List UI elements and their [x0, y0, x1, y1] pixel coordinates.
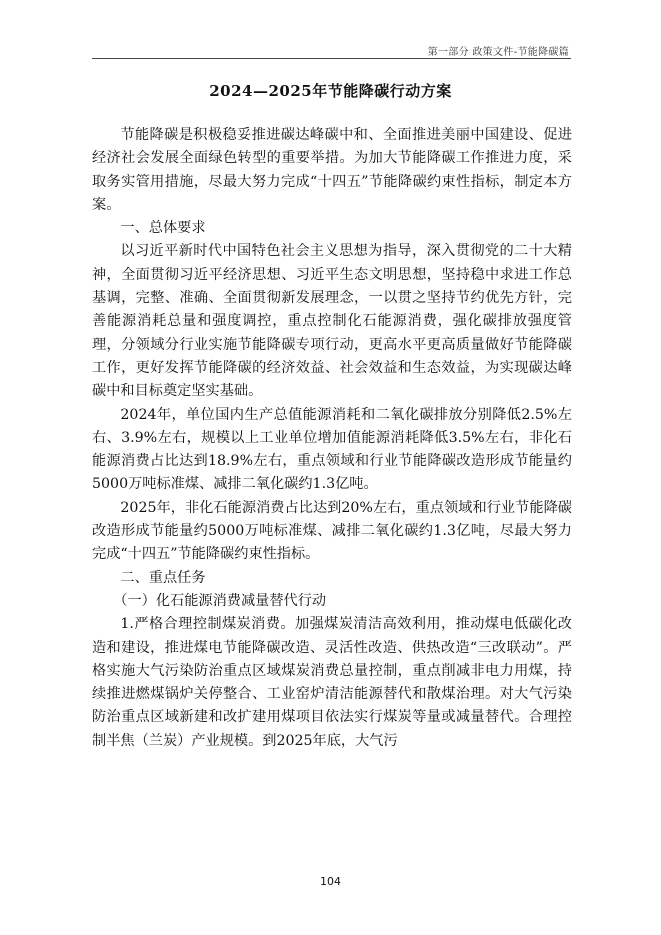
- paragraph-coal-control: 1.严格合理控制煤炭消费。加强煤炭清洁高效利用，推动煤电低碳化改造和建设，推进煤电节能降碳改造、灵活性改造、供热改造“三改联动”。严格实施大气污染防治重点区域煤炭消费总量控制，重点削减非电力用煤，持续推进燃煤锅炉关停整合、工业窑炉清洁能源替代和散煤治理。对大气污染防治重点区域新建和改扩建用煤项目依法实行煤炭等量或减量替代。合理控制半焦（兰炭）产业规模。到2025年底，大气污: [92, 616, 572, 749]
- running-header: 第一部分 政策文件-节能降碳篇: [427, 47, 569, 58]
- subsection-heading-fossil-energy: （一）化石能源消费减量替代行动: [113, 592, 327, 609]
- paragraph-intro: 节能降碳是积极稳妥推进碳达峰碳中和、全面推进美丽中国建设、促进经济社会发展全面绿色转型的重要举措。为加大节能降碳工作推进力度，采取务实管用措施，尽最大努力完成“十四五”节能降碳约束性指标，制定本方案。: [92, 127, 572, 213]
- header-rule: [92, 58, 571, 59]
- paragraph-2025-targets: 2025年，非化石能源消费占比达到20%左右，重点领域和行业节能降碳改造形成节能量约5000万吨标准煤、减排二氧化碳约1.3亿吨，尽最大努力完成“十四五”节能降碳约束性指标。: [92, 499, 572, 563]
- document-title: 2024—2025年节能降碳行动方案: [209, 82, 452, 100]
- paragraph-guiding-thought: 以习近平新时代中国特色社会主义思想为指导，深入贯彻党的二十大精神，全面贯彻习近平经济思想、习近平生态文明思想，坚持稳中求进工作总基调，完整、准确、全面贯彻新发展理念，一以贯之坚持节约优先方针，完善能源消耗总量和强度调控，重点控制化石能源消费，强化碳排放强度管理，分领域分行业实施节能降碳专项行动，更高水平更高质量做好节能降碳工作，更好发挥节能降碳的经济效益、社会效益和生态效益，为实现碳达峰碳中和目标奠定坚实基础。: [92, 243, 572, 400]
- section-heading-general-requirements: 一、总体要求: [120, 220, 206, 237]
- section-heading-key-tasks: 二、重点任务: [120, 569, 206, 586]
- paragraph-2024-targets: 2024年，单位国内生产总值能源消耗和二氧化碳排放分别降低2.5%左右、3.9%左右，规模以上工业单位增加值能源消耗降低3.5%左右，非化石能源消费占比达到18.9%左右，重点领域和行业节能降碳改造形成节能量约5000万吨标准煤、减排二氧化碳约1.3亿吨。: [92, 406, 572, 493]
- page-number: 104: [320, 875, 341, 888]
- document-body: [92, 124, 572, 753]
